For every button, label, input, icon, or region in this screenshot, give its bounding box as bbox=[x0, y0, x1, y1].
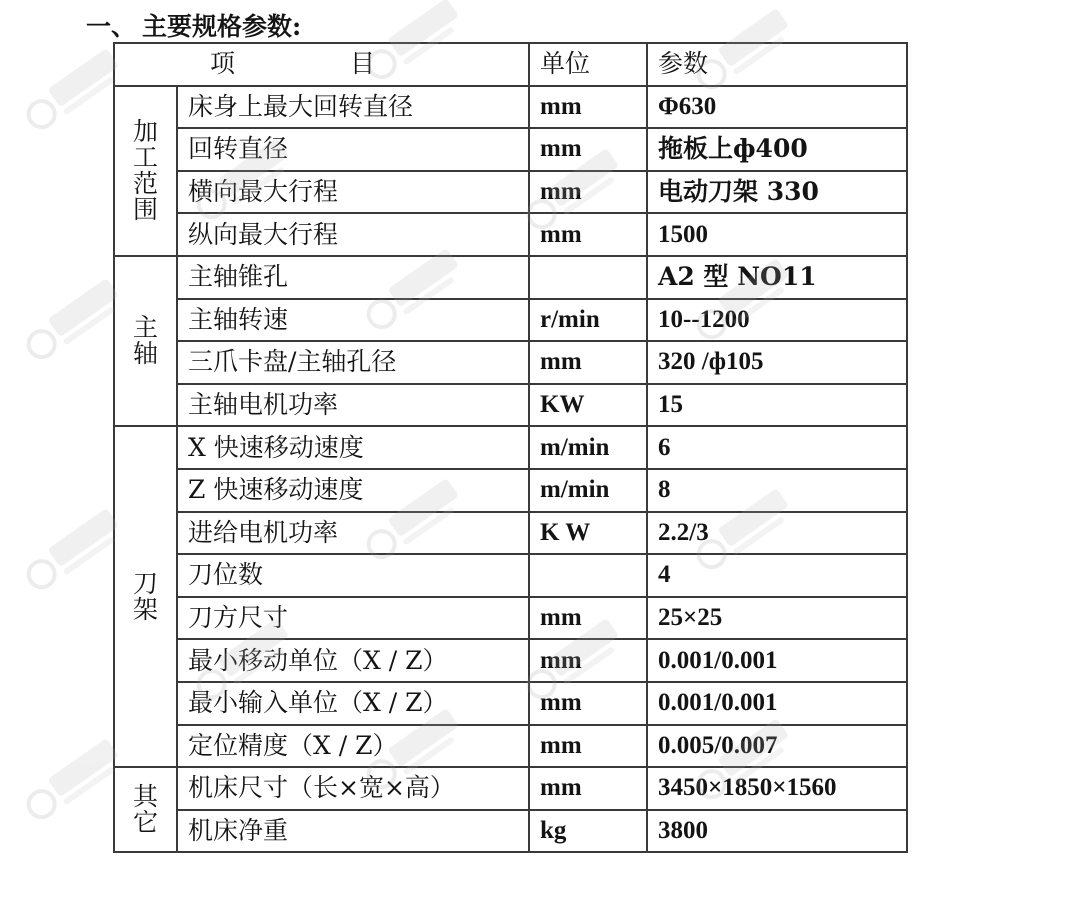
value-cell: 0.005/0.007 bbox=[647, 725, 907, 768]
table-row bbox=[114, 341, 907, 384]
table-row bbox=[114, 810, 907, 853]
group-label-char: 加 bbox=[132, 116, 158, 146]
unit-cell: K W bbox=[529, 512, 647, 555]
section-heading bbox=[86, 12, 301, 42]
table-row bbox=[114, 512, 907, 555]
table-row bbox=[114, 682, 907, 725]
table-row bbox=[114, 554, 907, 597]
value-cell: 电动刀架 330 bbox=[647, 171, 907, 214]
group-label-char: 架 bbox=[132, 594, 158, 624]
unit-cell: m/min bbox=[529, 469, 647, 512]
item-cell: 进给电机功率 bbox=[177, 512, 529, 555]
header-param: 参数 bbox=[647, 43, 907, 86]
item-cell: 主轴电机功率 bbox=[177, 384, 529, 427]
item-cell: X 快速移动速度 bbox=[177, 426, 529, 469]
unit-cell: r/min bbox=[529, 299, 647, 342]
value-cell: 0.001/0.001 bbox=[647, 682, 907, 725]
value-cell: 3800 bbox=[647, 810, 907, 853]
unit-cell: kg bbox=[529, 810, 647, 853]
item-cell: 床身上最大回转直径 bbox=[177, 86, 529, 129]
item-cell: 回转直径 bbox=[177, 128, 529, 171]
header-row bbox=[114, 43, 907, 86]
unit-cell: mm bbox=[529, 171, 647, 214]
unit-cell: mm bbox=[529, 682, 647, 725]
value-cell: 1500 bbox=[647, 213, 907, 256]
value-cell: A2 型 NO11 bbox=[647, 256, 907, 299]
item-cell: 三爪卡盘/主轴孔径 bbox=[177, 341, 529, 384]
item-cell: 横向最大行程 bbox=[177, 171, 529, 214]
section-number: 一、 bbox=[86, 12, 137, 41]
table-row bbox=[114, 767, 907, 810]
group-label bbox=[114, 86, 177, 256]
unit-cell: mm bbox=[529, 213, 647, 256]
value-cell: 2.2/3 bbox=[647, 512, 907, 555]
item-cell: 纵向最大行程 bbox=[177, 213, 529, 256]
unit-cell: mm bbox=[529, 597, 647, 640]
item-cell: 机床尺寸（长×宽×高） bbox=[177, 767, 529, 810]
item-cell: 定位精度（X / Z） bbox=[177, 725, 529, 768]
value-cell: 6 bbox=[647, 426, 907, 469]
unit-cell bbox=[529, 256, 647, 299]
unit-cell: mm bbox=[529, 725, 647, 768]
group-label-char: 工 bbox=[132, 142, 158, 172]
item-cell: 最小移动单位（X / Z） bbox=[177, 639, 529, 682]
unit-cell: KW bbox=[529, 384, 647, 427]
value-cell: 25×25 bbox=[647, 597, 907, 640]
table-row bbox=[114, 213, 907, 256]
unit-cell: mm bbox=[529, 128, 647, 171]
group-label bbox=[114, 767, 177, 852]
item-cell: 主轴锥孔 bbox=[177, 256, 529, 299]
section-title: 主要规格参数: bbox=[142, 12, 302, 41]
unit-cell: mm bbox=[529, 341, 647, 384]
table-row bbox=[114, 299, 907, 342]
item-cell: Z 快速移动速度 bbox=[177, 469, 529, 512]
item-cell: 刀位数 bbox=[177, 554, 529, 597]
group-label-char: 围 bbox=[132, 194, 158, 224]
header-unit: 单位 bbox=[529, 43, 647, 86]
group-label-char: 范 bbox=[132, 168, 158, 198]
item-cell: 最小输入单位（X / Z） bbox=[177, 682, 529, 725]
unit-cell bbox=[529, 554, 647, 597]
table-row bbox=[114, 597, 907, 640]
table-row bbox=[114, 639, 907, 682]
group-label-char: 其 bbox=[132, 781, 158, 811]
table-row bbox=[114, 426, 907, 469]
table-row bbox=[114, 384, 907, 427]
group-label-char: 它 bbox=[132, 807, 158, 837]
spec-table bbox=[113, 42, 908, 853]
group-label bbox=[114, 426, 177, 767]
unit-cell: m/min bbox=[529, 426, 647, 469]
item-cell: 主轴转速 bbox=[177, 299, 529, 342]
unit-cell: mm bbox=[529, 767, 647, 810]
group-label-char: 主 bbox=[132, 313, 158, 343]
value-cell: 320 /ф105 bbox=[647, 341, 907, 384]
value-cell: 10--1200 bbox=[647, 299, 907, 342]
table-row bbox=[114, 86, 907, 129]
table-row bbox=[114, 128, 907, 171]
value-cell: 0.001/0.001 bbox=[647, 639, 907, 682]
value-cell: Φ630 bbox=[647, 86, 907, 129]
table-row bbox=[114, 256, 907, 299]
unit-cell: mm bbox=[529, 639, 647, 682]
value-cell: 8 bbox=[647, 469, 907, 512]
group-label-char: 轴 bbox=[132, 339, 158, 369]
table-row bbox=[114, 469, 907, 512]
item-cell: 刀方尺寸 bbox=[177, 597, 529, 640]
value-cell: 拖板上ф400 bbox=[647, 128, 907, 171]
group-label bbox=[114, 256, 177, 426]
value-cell: 3450×1850×1560 bbox=[647, 767, 907, 810]
value-cell: 4 bbox=[647, 554, 907, 597]
table-row bbox=[114, 171, 907, 214]
header-item: 项 目 bbox=[114, 43, 529, 86]
item-cell: 机床净重 bbox=[177, 810, 529, 853]
value-cell: 15 bbox=[647, 384, 907, 427]
table-row bbox=[114, 725, 907, 768]
group-label-char: 刀 bbox=[132, 568, 158, 598]
unit-cell: mm bbox=[529, 86, 647, 129]
